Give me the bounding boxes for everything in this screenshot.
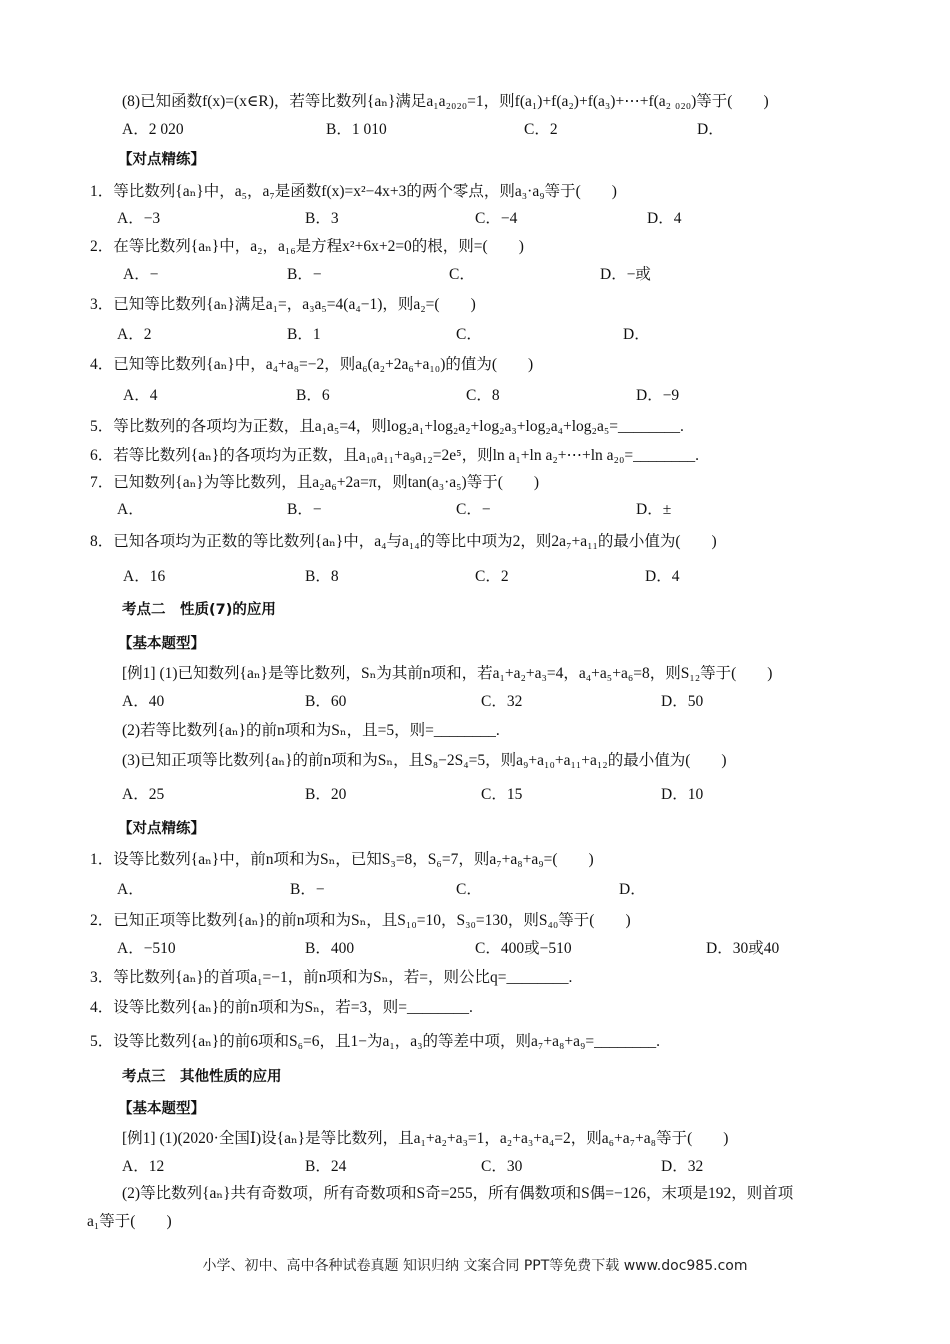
option-b: B．− <box>287 266 322 283</box>
option-a: A． <box>117 501 144 518</box>
option-a: A．4 <box>123 387 158 404</box>
section-heading: 【对点精练】 <box>118 152 205 168</box>
option-d: D．30或40 <box>706 940 780 957</box>
option-c: C．400或−510 <box>475 940 572 957</box>
option-d: D．−或 <box>600 266 651 283</box>
option-c: C． <box>456 881 482 898</box>
question-text: 2．已知正项等比数列{aₙ}的前n项和为Sₙ，且S₁₀=10，S₃₀=130，则S₄₀等于( ) <box>90 912 631 929</box>
option-a: A．− <box>123 266 159 283</box>
question-text: (2)等比数列{aₙ}共有奇数项，所有奇数项和S奇=255，所有偶数项和S偶=−126，末项是192，则首项 <box>122 1185 794 1202</box>
option-d: D．± <box>636 501 672 518</box>
section-heading: 考点二 性质(7)的应用 <box>122 602 276 618</box>
option-d: D．32 <box>661 1158 704 1175</box>
option-a: A．25 <box>122 786 165 803</box>
option-a: A．2 020 <box>122 121 184 138</box>
question-text: a₁等于( ) <box>87 1213 172 1230</box>
option-b: B．20 <box>305 786 347 803</box>
option-c: C．2 <box>524 121 558 138</box>
question-text: 6．若等比数列{aₙ}的各项均为正数，且a₁₀a₁₁+a₉a₁₂=2e⁵，则ln a₁+ln a₂+⋯+ln a₂₀=________. <box>90 447 699 464</box>
option-c: C．30 <box>481 1158 523 1175</box>
option-c: C．−4 <box>475 210 518 227</box>
option-d: D． <box>623 326 650 343</box>
question-text: 1．等比数列{aₙ}中，a₅，a₇是函数f(x)=x²−4x+3的两个零点，则a₃·a₉等于( ) <box>90 183 617 200</box>
option-c: C．15 <box>481 786 523 803</box>
question-text: [例1] (1)已知数列{aₙ}是等比数列，Sₙ为其前n项和，若a₁+a₂+a₃=4，a₄+a₅+a₆=8，则S₁₂等于( ) <box>122 665 773 682</box>
option-a: A．40 <box>122 693 165 710</box>
question-text: (8)已知函数f(x)=(x∈R)，若等比数列{aₙ}满足a₁a₂₀₂₀=1，则f(a₁)+f(a₂)+f(a₃)+⋯+f(a₂ ₀₂₀)等于( ) <box>122 93 769 110</box>
option-d: D．4 <box>645 568 680 585</box>
option-d: D． <box>697 121 724 138</box>
option-b: B．− <box>290 881 325 898</box>
option-a: A．−3 <box>117 210 161 227</box>
section-heading: 【对点精练】 <box>118 821 205 837</box>
question-text: (2)若等比数列{aₙ}的前n项和为Sₙ，且=5，则=________. <box>122 722 500 739</box>
option-d: D．4 <box>647 210 682 227</box>
question-text: 4．设等比数列{aₙ}的前n项和为Sₙ，若=3，则=________. <box>90 999 473 1016</box>
section-heading: 考点三 其他性质的应用 <box>122 1069 282 1085</box>
option-d: D． <box>619 881 646 898</box>
option-b: B．6 <box>296 387 330 404</box>
question-text: 5．设等比数列{aₙ}的前6项和S₆=6，且1−为a₁，a₃的等差中项，则a₇+a₈+a₉=________. <box>90 1033 660 1050</box>
question-text: [例1] (1)(2020·全国Ⅰ)设{aₙ}是等比数列，且a₁+a₂+a₃=1，a₂+a₃+a₄=2，则a₆+a₇+a₈等于( ) <box>122 1130 729 1147</box>
option-b: B．24 <box>305 1158 347 1175</box>
option-b: B．1 010 <box>326 121 387 138</box>
option-b: B．8 <box>305 568 339 585</box>
option-d: D．−9 <box>636 387 680 404</box>
option-c: C．− <box>456 501 491 518</box>
option-c: C．8 <box>466 387 500 404</box>
option-b: B．3 <box>305 210 339 227</box>
question-text: 4．已知等比数列{aₙ}中，a₄+a₈=−2，则a₆(a₂+2a₆+a₁₀)的值为( ) <box>90 356 534 373</box>
section-heading: 【基本题型】 <box>118 1101 205 1117</box>
question-text: (3)已知正项等比数列{aₙ}的前n项和为Sₙ，且S₈−2S₄=5，则a₉+a₁₀+a₁₁+a₁₂的最小值为( ) <box>122 752 727 769</box>
question-text: 5．等比数列的各项均为正数，且a₁a₅=4，则log₂a₁+log₂a₂+log₂a₃+log₂a₄+log₂a₅=________. <box>90 418 684 435</box>
footer-text: 小学、初中、高中各种试卷真题 知识归纳 文案合同 PPT等免费下载 www.doc985.com <box>202 1258 748 1274</box>
option-c: C．32 <box>481 693 523 710</box>
option-c: C．2 <box>475 568 509 585</box>
option-a: A．−510 <box>117 940 176 957</box>
option-a: A．2 <box>117 326 152 343</box>
option-c: C． <box>449 266 475 283</box>
question-text: 3．已知等比数列{aₙ}满足a₁=，a₃a₅=4(a₄−1)，则a₂=( ) <box>90 296 476 313</box>
option-a: A．16 <box>123 568 166 585</box>
option-a: A．12 <box>122 1158 165 1175</box>
question-text: 7．已知数列{aₙ}为等比数列，且a₂a₆+2a=π，则tan(a₃·a₅)等于( ) <box>90 474 540 491</box>
question-text: 3．等比数列{aₙ}的首项a₁=−1，前n项和为Sₙ，若=，则公比q=________. <box>90 969 573 986</box>
option-a: A． <box>117 881 144 898</box>
section-heading: 【基本题型】 <box>118 636 205 652</box>
option-b: B．60 <box>305 693 347 710</box>
option-b: B．1 <box>287 326 321 343</box>
option-d: D．10 <box>661 786 704 803</box>
option-d: D．50 <box>661 693 704 710</box>
option-c: C． <box>456 326 482 343</box>
option-b: B．− <box>287 501 322 518</box>
option-b: B．400 <box>305 940 355 957</box>
question-text: 1．设等比数列{aₙ}中，前n项和为Sₙ，已知S₃=8，S₆=7，则a₇+a₈+a₉=( ) <box>90 851 594 868</box>
question-text: 2．在等比数列{aₙ}中，a₂，a₁₆是方程x²+6x+2=0的根，则=( ) <box>90 238 524 255</box>
question-text: 8．已知各项均为正数的等比数列{aₙ}中，a₄与a₁₄的等比中项为2，则2a₇+a₁₁的最小值为( ) <box>90 533 717 550</box>
